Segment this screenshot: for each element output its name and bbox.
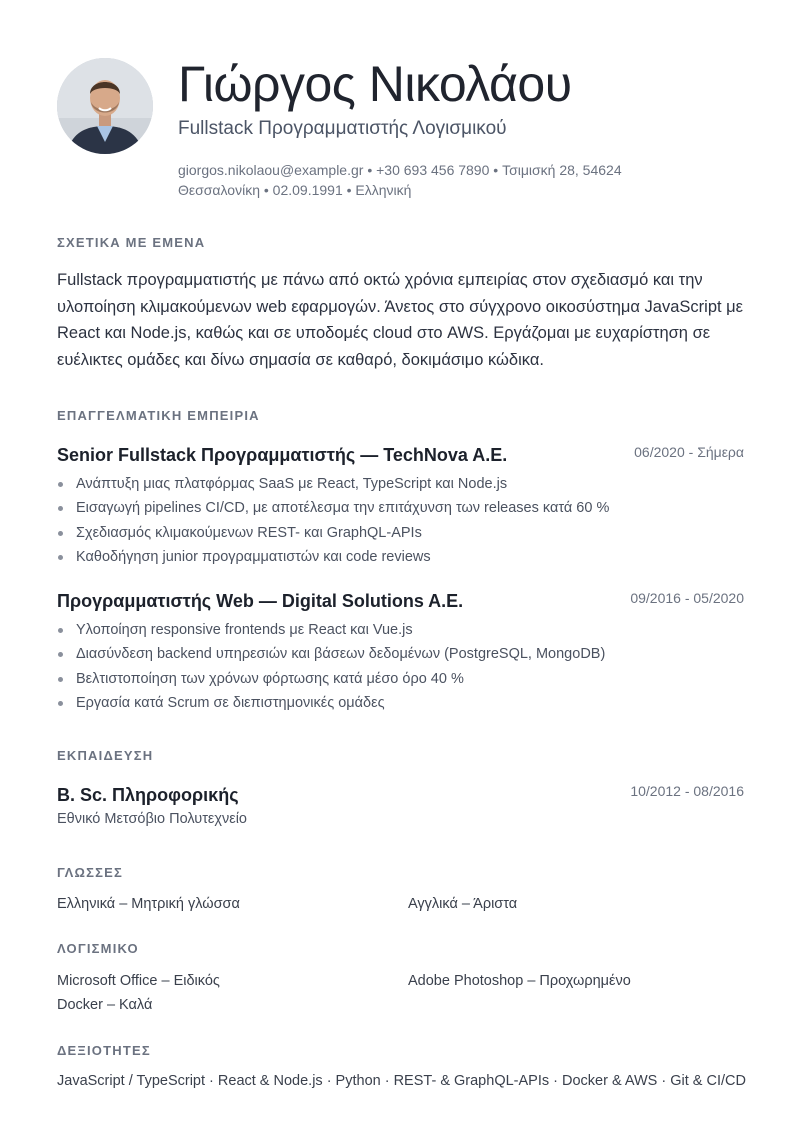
language-item: Ελληνικά – Μητρική γλώσσα	[57, 896, 240, 912]
section-title-software: ΛΟΓΙΣΜΙΚΟ	[57, 941, 139, 956]
software-item: Adobe Photoshop – Προχωρημένο	[408, 973, 631, 989]
contact-info	[178, 160, 738, 200]
job-headline: Fullstack Προγραμματιστής Λογισμικού	[178, 118, 507, 139]
job-date: 09/2016 - 05/2020	[630, 590, 744, 606]
job-title: Senior Fullstack Προγραμματιστής — TechNova A.E.	[57, 445, 508, 465]
language-item: Αγγλικά – Άριστα	[408, 896, 518, 912]
section-title-education: ΕΚΠΑΙΔΕΥΣΗ	[57, 748, 154, 763]
job-title: Προγραμματιστής Web — Digital Solutions A.E.	[57, 591, 464, 611]
about-text: Fullstack προγραμματιστής με πάνω από οκτώ χρόνια εμπειρίας στον σχεδιασμό και την υλοποίηση κλιμακούμενων web εφαρμογών. Άνετος στο σύγχρονο οικοσύστημα JavaScript με React και Node.js, καθώς και σε υποδομές cloud στο AWS. Εργάζομαι με ευχαρίστηση σε ευέλικτες ομάδες και δίνω σημασία σε καθαρό, δοκιμάσιμο κώδικα.	[57, 271, 744, 369]
list-item: Ανάπτυξη μιας πλατφόρμας SaaS με React, TypeScript και Node.js	[57, 472, 757, 496]
avatar	[57, 58, 153, 154]
job-bullets	[57, 618, 757, 715]
school-name: Εθνικό Μετσόβιο Πολυτεχνείο	[57, 811, 248, 827]
job-date: 06/2020 - Σήμερα	[634, 444, 744, 460]
section-title-skills: ΔΕΞΙΟΤΗΤΕΣ	[57, 1043, 151, 1058]
list-item: Υλοποίηση responsive frontends με React και Vue.js	[57, 618, 757, 642]
skills-text: JavaScript / TypeScript · React & Node.js · Python · REST- & GraphQL-APIs · Docker & AWS · Git & CI/CD	[57, 1073, 746, 1089]
job-bullets	[57, 472, 757, 569]
list-item: Καθοδήγηση junior προγραμματιστών και code reviews	[57, 545, 757, 569]
list-item: Διασύνδεση backend υπηρεσιών και βάσεων δεδομένων (PostgreSQL, MongoDB)	[57, 642, 757, 666]
list-item: Εργασία κατά Scrum σε διεπιστημονικές ομάδες	[57, 691, 757, 715]
contact-line: giorgos.nikolaou@example.gr • +30 693 456 7890 • Τσιμισκή 28, 54624	[178, 162, 622, 178]
contact-line: Θεσσαλονίκη • 02.09.1991 • Ελληνική	[178, 182, 412, 198]
software-item: Docker – Καλά	[57, 997, 153, 1013]
list-item: Εισαγωγή pipelines CI/CD, με αποτέλεσμα την επιτάχυνση των releases κατά 60 %	[57, 496, 757, 520]
cv-header	[57, 56, 757, 206]
list-item: Σχεδιασμός κλιμακούμενων REST- και GraphQL-APIs	[57, 521, 757, 545]
list-item: Βελτιστοποίηση των χρόνων φόρτωσης κατά μέσο όρο 40 %	[57, 667, 757, 691]
education-date: 10/2012 - 08/2016	[630, 783, 744, 799]
section-title-languages: ΓΛΩΣΣΕΣ	[57, 865, 123, 880]
section-title-about: ΣΧΕΤΙΚΑ ΜΕ ΕΜΕΝΑ	[57, 235, 206, 250]
person-name: Γιώργος Νικολάου	[178, 56, 572, 112]
profile-photo	[57, 58, 153, 154]
degree-title: B. Sc. Πληροφορικής	[57, 785, 239, 805]
software-item: Microsoft Office – Ειδικός	[57, 973, 220, 989]
section-title-experience: ΕΠΑΓΓΕΛΜΑΤΙΚΗ ΕΜΠΕΙΡΙΑ	[57, 408, 260, 423]
